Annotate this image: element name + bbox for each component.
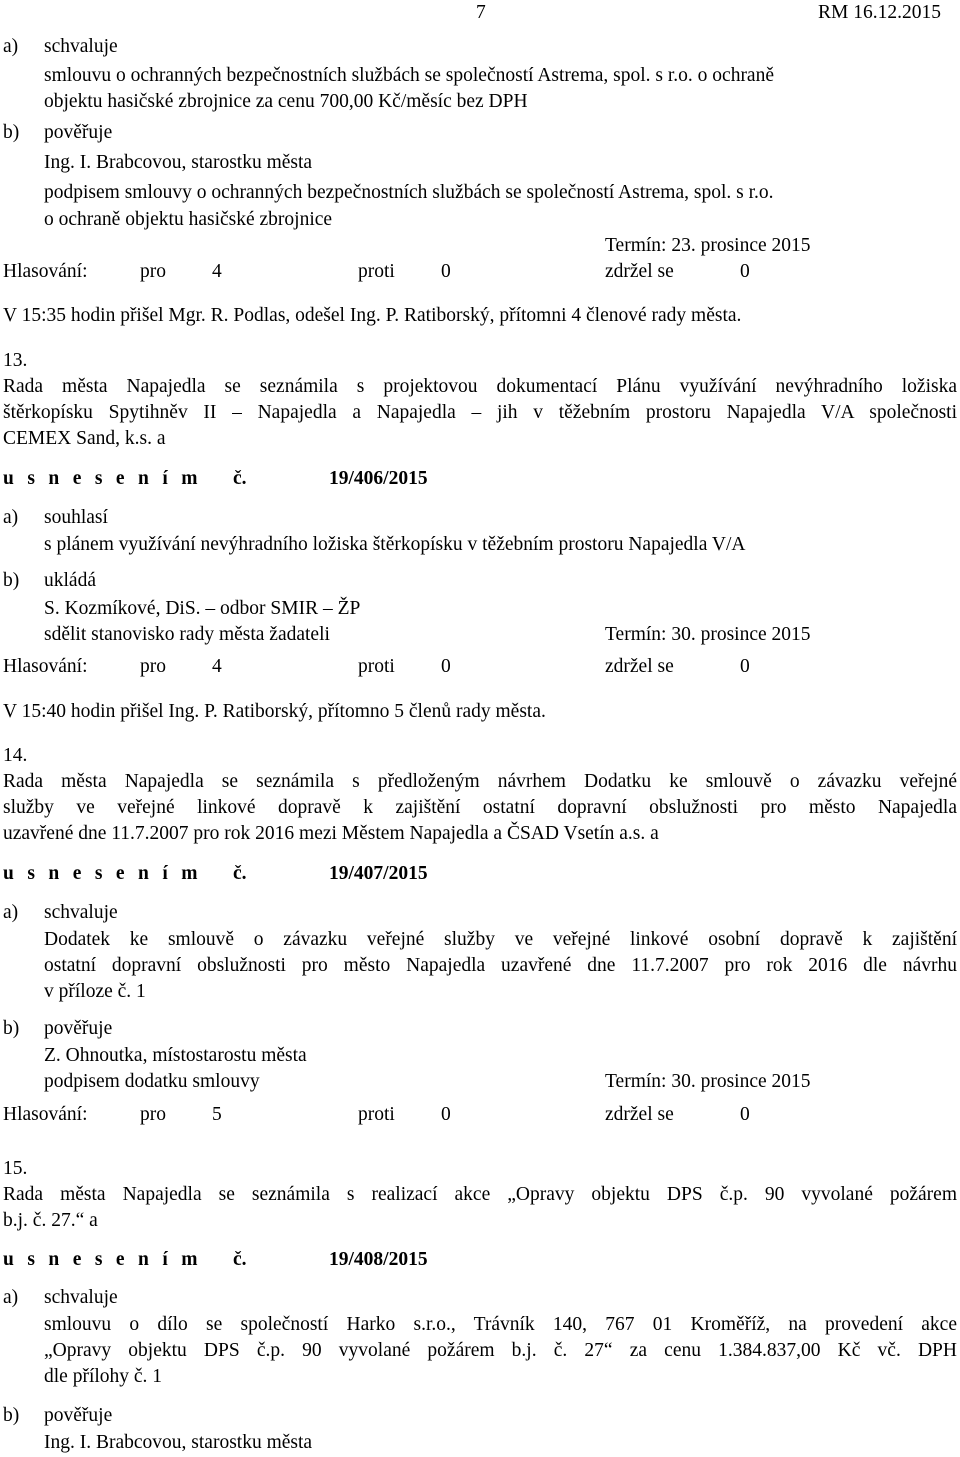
item-text: Rada města Napajedla se seznámila s předloženým návrhem Dodatku ke smlouvě o závazku veřejné (3, 771, 957, 792)
vote-proti-count: 0 (441, 656, 451, 677)
item-text: uzavřené dne 11.7.2007 pro rok 2016 mezi Městem Napajedla a ČSAD Vsetín a.s. a (3, 823, 659, 844)
vote-pro-count: 5 (212, 1104, 222, 1125)
resolution-text: „Opravy objektu DPS č.p. 90 vyvolané požárem b.j. č. 27“ za cenu 1.384.837,00 Kč vč. DPH (44, 1340, 957, 1361)
list-label: a) (3, 36, 19, 57)
resolution-verb: pověřuje (44, 1405, 113, 1426)
vote-label: Hlasování: (3, 656, 88, 677)
item-number: 14. (3, 745, 28, 766)
resolution-c: č. (233, 468, 247, 489)
resolution-verb: schvaluje (44, 36, 118, 57)
vote-abstain-label: zdržel se (605, 1104, 674, 1125)
list-label: b) (3, 1018, 20, 1039)
resolution-text: podpisem smlouvy o ochranných bezpečnostních službách se společností Astrema, spol. s r.o. (44, 182, 774, 203)
responsible-person: Ing. I. Brabcovou, starostku města (44, 152, 313, 173)
vote-pro-label: pro (140, 1104, 166, 1125)
attendance-note: V 15:40 hodin přišel Ing. P. Ratiborský, přítomno 5 členů rady města. (3, 701, 546, 722)
resolution-text: ostatní dopravní obslužnosti pro město Napajedla uzavřené dne 11.7.2007 pro rok 2016 dle návrhu (44, 955, 957, 976)
resolution-c: č. (233, 863, 247, 884)
attendance-note: V 15:35 hodin přišel Mgr. R. Podlas, odešel Ing. P. Ratiborský, přítomni 4 členové rady města. (3, 305, 742, 326)
vote-proti-label: proti (358, 261, 395, 282)
list-label: b) (3, 122, 20, 143)
vote-proti-count: 0 (441, 261, 451, 282)
doc-reference: RM 16.12.2015 (818, 2, 941, 23)
list-label: a) (3, 902, 19, 923)
vote-proti-label: proti (358, 656, 395, 677)
responsible-person: S. Kozmíkové, DiS. – odbor SMIR – ŽP (44, 598, 361, 619)
item-text: Rada města Napajedla se seznámila s projektovou dokumentací Plánu využívání nevýhradního ložiska (3, 376, 957, 397)
vote-pro-count: 4 (212, 656, 222, 677)
list-label: a) (3, 1287, 19, 1308)
vote-pro-label: pro (140, 261, 166, 282)
resolution-text: objektu hasičské zbrojnice za cenu 700,00 Kč/měsíc bez DPH (44, 91, 528, 112)
resolution-verb: pověřuje (44, 122, 113, 143)
responsible-person: Z. Ohnoutka, místostarostu města (44, 1045, 307, 1066)
vote-proti-count: 0 (441, 1104, 451, 1125)
list-label: b) (3, 570, 20, 591)
resolution-number: 19/407/2015 (329, 863, 428, 884)
deadline: Termín: 23. prosince 2015 (605, 235, 811, 256)
resolution-heading: u s n e s e n í m (3, 468, 202, 489)
resolution-verb: schvaluje (44, 902, 118, 923)
resolution-verb: souhlasí (44, 507, 108, 528)
list-label: b) (3, 1405, 20, 1426)
vote-abstain-label: zdržel se (605, 261, 674, 282)
item-text: štěrkopísku Spytihněv II – Napajedla a Napajedla – jih v těžebním prostoru Napajedla V/A společnosti (3, 402, 957, 423)
vote-proti-label: proti (358, 1104, 395, 1125)
item-number: 13. (3, 350, 28, 371)
resolution-text: v příloze č. 1 (44, 981, 146, 1002)
page-number: 7 (476, 2, 486, 23)
resolution-text: smlouvu o dílo se společností Harko s.r.o., Trávník 140, 767 01 Kroměříž, na provedení akce (44, 1314, 957, 1335)
list-label: a) (3, 507, 19, 528)
resolution-verb: pověřuje (44, 1018, 113, 1039)
resolution-text: dle přílohy č. 1 (44, 1366, 163, 1387)
resolution-heading: u s n e s e n í m (3, 1249, 202, 1270)
resolution-number: 19/408/2015 (329, 1249, 428, 1270)
vote-abstain-label: zdržel se (605, 656, 674, 677)
vote-abstain-count: 0 (740, 261, 750, 282)
resolution-task: sdělit stanovisko rady města žadateli (44, 624, 330, 645)
resolution-text: s plánem využívání nevýhradního ložiska štěrkopísku v těžebním prostoru Napajedla V/A (44, 534, 746, 555)
vote-abstain-count: 0 (740, 656, 750, 677)
deadline: Termín: 30. prosince 2015 (605, 1071, 811, 1092)
item-text: CEMEX Sand, k.s. a (3, 428, 166, 449)
vote-pro-label: pro (140, 656, 166, 677)
resolution-task: podpisem dodatku smlouvy (44, 1071, 260, 1092)
item-number: 15. (3, 1158, 28, 1179)
deadline: Termín: 30. prosince 2015 (605, 624, 811, 645)
resolution-text: o ochraně objektu hasičské zbrojnice (44, 209, 333, 230)
resolution-verb: ukládá (44, 570, 96, 591)
vote-label: Hlasování: (3, 1104, 88, 1125)
vote-pro-count: 4 (212, 261, 222, 282)
resolution-text: smlouvu o ochranných bezpečnostních službách se společností Astrema, spol. s r.o. o ochraně (44, 65, 774, 86)
item-text: služby ve veřejné linkové dopravě k zajištění ostatní dopravní obslužnosti pro město Napajedla (3, 797, 957, 818)
responsible-person: Ing. I. Brabcovou, starostku města (44, 1432, 313, 1453)
item-text: Rada města Napajedla se seznámila s realizací akce „Opravy objektu DPS č.p. 90 vyvolané požárem (3, 1184, 957, 1205)
item-text: b.j. č. 27.“ a (3, 1210, 98, 1231)
resolution-heading: u s n e s e n í m (3, 863, 202, 884)
resolution-text: Dodatek ke smlouvě o závazku veřejné služby ve veřejné linkové osobní dopravě k zajištění (44, 929, 957, 950)
resolution-c: č. (233, 1249, 247, 1270)
resolution-number: 19/406/2015 (329, 468, 428, 489)
vote-label: Hlasování: (3, 261, 88, 282)
vote-abstain-count: 0 (740, 1104, 750, 1125)
resolution-verb: schvaluje (44, 1287, 118, 1308)
